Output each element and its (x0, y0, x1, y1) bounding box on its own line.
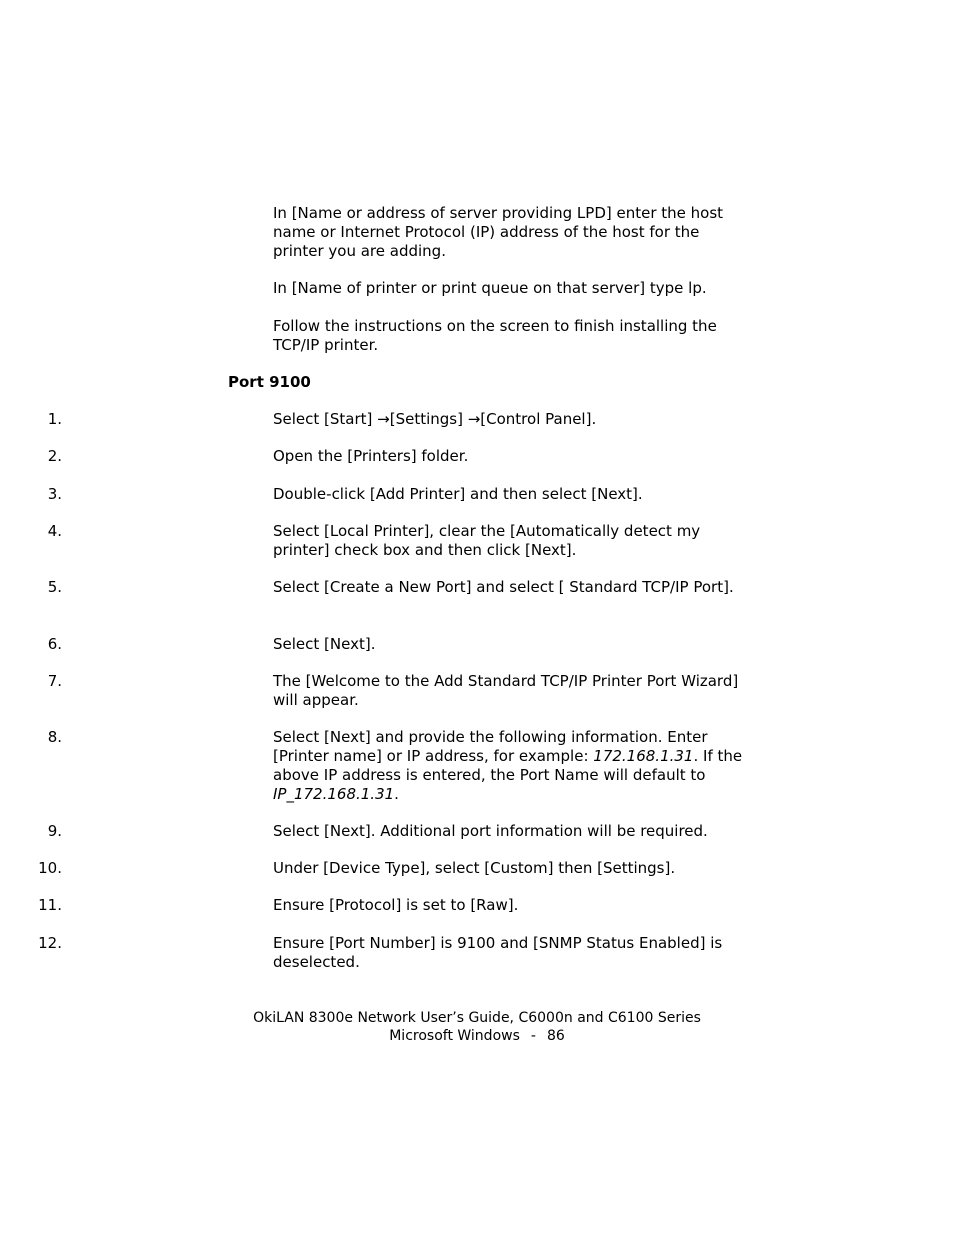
footer-page-info (0, 1027, 954, 1045)
step-text: Select [Next]. (273, 635, 376, 653)
step-text: Select [Start] →[Settings] →[Control Panel]. (273, 410, 597, 428)
step-text-part: . If the above IP address is entered, the Port Name will default to (273, 747, 743, 784)
step-text: Double-click [Add Printer] and then select [Next]. (273, 485, 643, 503)
step-number: 8. (47, 728, 62, 746)
intro-paragraph-finish-install: Follow the instructions on the screen to finish installing the TCP/IP printer. (273, 317, 717, 354)
step-text: Select [Local Printer], clear the [Automatically detect my printer] check box and then click [Next]. (273, 522, 701, 559)
step-number: 11. (38, 896, 62, 914)
step-number: 6. (47, 635, 62, 653)
example-ip-address: 172.168.1.31 (593, 747, 694, 765)
step-number: 9. (47, 822, 62, 840)
footer-separator: - (530, 1028, 536, 1044)
step-number: 10. (38, 859, 62, 877)
step-text-part: Select [Next] and provide the following information. Enter [Printer name] or IP address, for example: (273, 728, 708, 765)
step-text: Ensure [Protocol] is set to [Raw]. (273, 896, 519, 914)
step-text-part: . (394, 785, 399, 803)
footer-title: OkiLAN 8300e Network User’s Guide, C6000n and C6100 Series (253, 1010, 701, 1026)
step-text: The [Welcome to the Add Standard TCP/IP Printer Port Wizard] will appear. (273, 672, 739, 709)
step-number: 3. (47, 485, 62, 503)
step-number: 7. (47, 672, 62, 690)
step-text: Select [Create a New Port] and select [ Standard TCP/IP Port]. (273, 578, 734, 596)
intro-paragraph-print-queue: In [Name of printer or print queue on that server] type lp. (273, 279, 707, 297)
step-number: 4. (47, 522, 62, 540)
step-text: Open the [Printers] folder. (273, 447, 469, 465)
section-heading: Port 9100 (228, 373, 311, 391)
default-port-name: IP_172.168.1.31 (273, 785, 395, 803)
step-number: 1. (47, 410, 62, 428)
intro-paragraph-lpd-server: In [Name or address of server providing LPD] enter the host name or Internet Protocol (IP) address of the host for the printer you are adding. (273, 204, 724, 260)
step-number: 2. (47, 447, 62, 465)
footer-section: Microsoft Windows (389, 1028, 520, 1044)
step-text: Select [Next]. Additional port information will be required. (273, 822, 708, 840)
step-text: Under [Device Type], select [Custom] then [Settings]. (273, 859, 676, 877)
step-number: 5. (47, 578, 62, 596)
step-text (273, 728, 753, 804)
step-number: 12. (38, 934, 62, 952)
step-text: Ensure [Port Number] is 9100 and [SNMP Status Enabled] is deselected. (273, 934, 723, 971)
page-number: 86 (546, 1028, 565, 1044)
